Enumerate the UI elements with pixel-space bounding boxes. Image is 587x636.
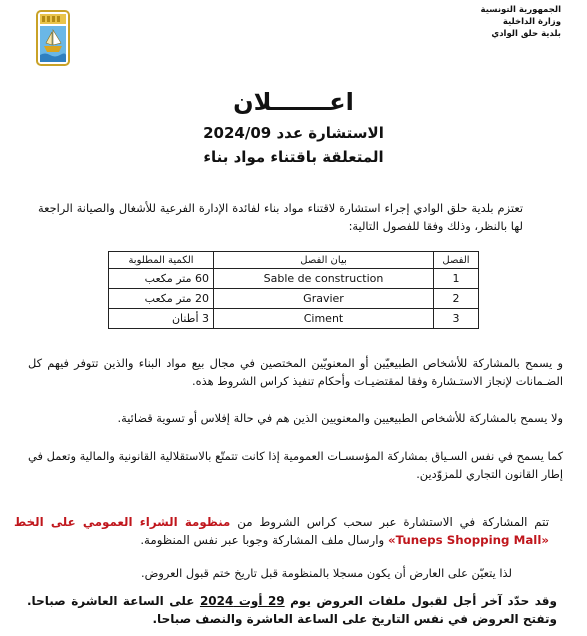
deadline-text-2: على الساعة العاشرة صباحا. وتفتح العروض في نفس التاريخ على الساعة العاشرة والنصف صباحا. [27,594,557,626]
participation-text-after: وارسال ملف المشاركة وجوبا عبر نفس المنظومة. [140,533,385,547]
header-num: الفصل [434,252,479,269]
row-name: Gravier [214,289,434,309]
row-num: 2 [434,289,479,309]
eligibility-paragraph: و يسمح بالمشاركة للأشخاص الطبيعيّين أو المعنويّين المختصين في مجال بيع مواد البناء والذين تتوفر فيهم كل الضـمانات لإنجاز الاستـشارة وفقا لمقتضيـات وأحكام تنفيذ كراس الشروط هذه. [28,356,563,388]
public-entities-paragraph: كما يسمح في نفس السـياق بمشاركة المؤسسـات العمومية إذا كانت تتمتّع بالاستقلالية القانونية والمالية وتعمل في إطار القانون التجاري للمزوّدين. [28,449,563,481]
row-qty: 60 متر مكعب [109,269,214,289]
row-name: Sable de construction [214,269,434,289]
items-table [108,251,479,329]
table-row [109,269,479,289]
tuneps-platform-highlight: منظومة الشراء العمومي على الخط «Tuneps Shopping Mall» [14,515,549,547]
header-institution [421,4,561,40]
row-num: 3 [434,309,479,329]
row-qty: 3 أطنان [109,309,214,329]
participation-text-before: تتم المشاركة في الاستشارة عبر سحب كراس الشروط من [237,515,549,529]
header-country: الجمهورية التونسية [480,5,561,15]
header-ministry: وزارة الداخلية [502,17,561,27]
deadline-text-1: وقد حدّد آخر أجل لقبول ملفات العروض يوم [290,594,557,608]
deadline-paragraph [27,592,557,628]
registration-paragraph: لذا يتعيّن على العارض أن يكون مسجلا بالمنظومة قبل تاريخ ختم قبول العروض. [140,566,512,580]
exclusion-paragraph: ولا يسمح بالمشاركة للأشخاص الطبيعيين والمعنويين الذين هم في حالة إفلاس أو تسوية قضائية. [117,411,563,425]
header-qty: الكمية المطلوبة [109,252,214,269]
table-row [109,309,479,329]
announcement-title: اعـــــــلان [233,88,354,116]
header-municipality: بلدية حلق الوادي [491,29,561,39]
row-num: 1 [434,269,479,289]
row-name: Ciment [214,309,434,329]
table-row [109,289,479,309]
deadline-date: 29 أوت 2024 [199,594,285,608]
consultation-number: الاستشارة عدد 2024/09 [203,124,384,142]
intro-paragraph: تعتزم بلدية حلق الوادي إجراء استشارة لاقتناء مواد بناء لفائدة الإدارة الفرعية للأشغال والصيانة الراجعة لها بالنظر، وذلك وفقا للفصول التالية: [38,201,523,233]
table-header-row [109,252,479,269]
participation-paragraph [14,513,549,549]
municipality-logo [36,10,70,66]
row-qty: 20 متر مكعب [109,289,214,309]
header-name: بيان الفصل [214,252,434,269]
consultation-subject: المتعلقة باقتناء مواد بناء [203,148,384,166]
